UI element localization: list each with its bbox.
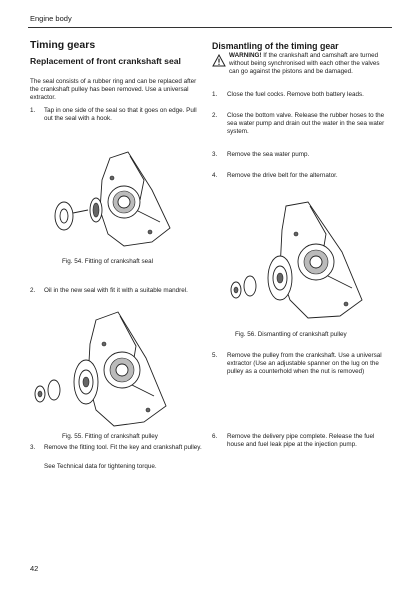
step-text: Close the fuel cocks. Remove both battery leads. [227, 91, 364, 98]
figure-56-caption: Fig. 56. Dismantling of crankshaft pulley [235, 331, 347, 338]
step-number: 2. [30, 287, 36, 294]
step-text: Remove the fitting tool. Fit the key and crankshaft pulley. [44, 444, 202, 451]
header-rule [28, 27, 392, 28]
running-header: Engine body [30, 14, 72, 23]
figure-54-illustration [40, 150, 200, 250]
warning-text: If the crankshaft and camshaft are turned without being synchronised with each other the valves can go against the pistons and be damaged. [229, 52, 380, 75]
step-text: Remove the pulley from the crankshaft. Use a universal extractor (Use an adjustable spanner on the lug on the pulley as a counterhold when the nut is removed) [227, 352, 382, 375]
warning-label: WARNING! [229, 52, 262, 59]
step-text: Close the bottom valve. Release the rubber hoses to the sea water pump and drain out the water in the sea water system. [227, 112, 385, 135]
warning-paragraph [229, 52, 389, 76]
step-text: Oil in the new seal with fit it with a suitable mandrel. [44, 287, 188, 294]
figure-54-caption: Fig. 54. Fitting of crankshaft seal [62, 258, 153, 265]
step-number: 1. [212, 91, 218, 98]
step-number: 3. [30, 444, 36, 451]
step-number: 4. [212, 172, 218, 179]
step-number: 5. [212, 352, 218, 359]
step-number: 3. [212, 151, 218, 158]
figure-55-caption: Fig. 55. Fitting of crankshaft pulley [62, 433, 158, 440]
step-number: 6. [212, 433, 218, 440]
section-title-dismantling: Dismantling of the timing gear [212, 41, 339, 51]
figure-55-illustration [26, 310, 196, 428]
step-text: Remove the delivery pipe complete. Release the fuel house and fuel leak pipe at the injection pump. [227, 433, 375, 448]
step-number: 2. [212, 112, 218, 119]
subsection-title-crankshaft-seal: Replacement of front crankshaft seal [30, 56, 181, 66]
step-text: Remove the drive belt for the alternator. [227, 172, 338, 179]
step-note: See Technical data for tightening torque. [44, 463, 157, 470]
step-text: Tap in one side of the seal so that it goes on edge. Pull out the seal with a hook. [44, 107, 197, 122]
intro-paragraph: The seal consists of a rubber ring and can be replaced after the crankshaft pulley has been removed. Use a universal extractor. [30, 78, 197, 101]
warning-icon [212, 54, 226, 67]
page-number: 42 [30, 564, 39, 573]
step-text: Remove the sea water pump. [227, 151, 310, 158]
step-number: 1. [30, 107, 36, 114]
section-title-timing-gears: Timing gears [30, 39, 96, 51]
figure-56-illustration [222, 200, 392, 320]
